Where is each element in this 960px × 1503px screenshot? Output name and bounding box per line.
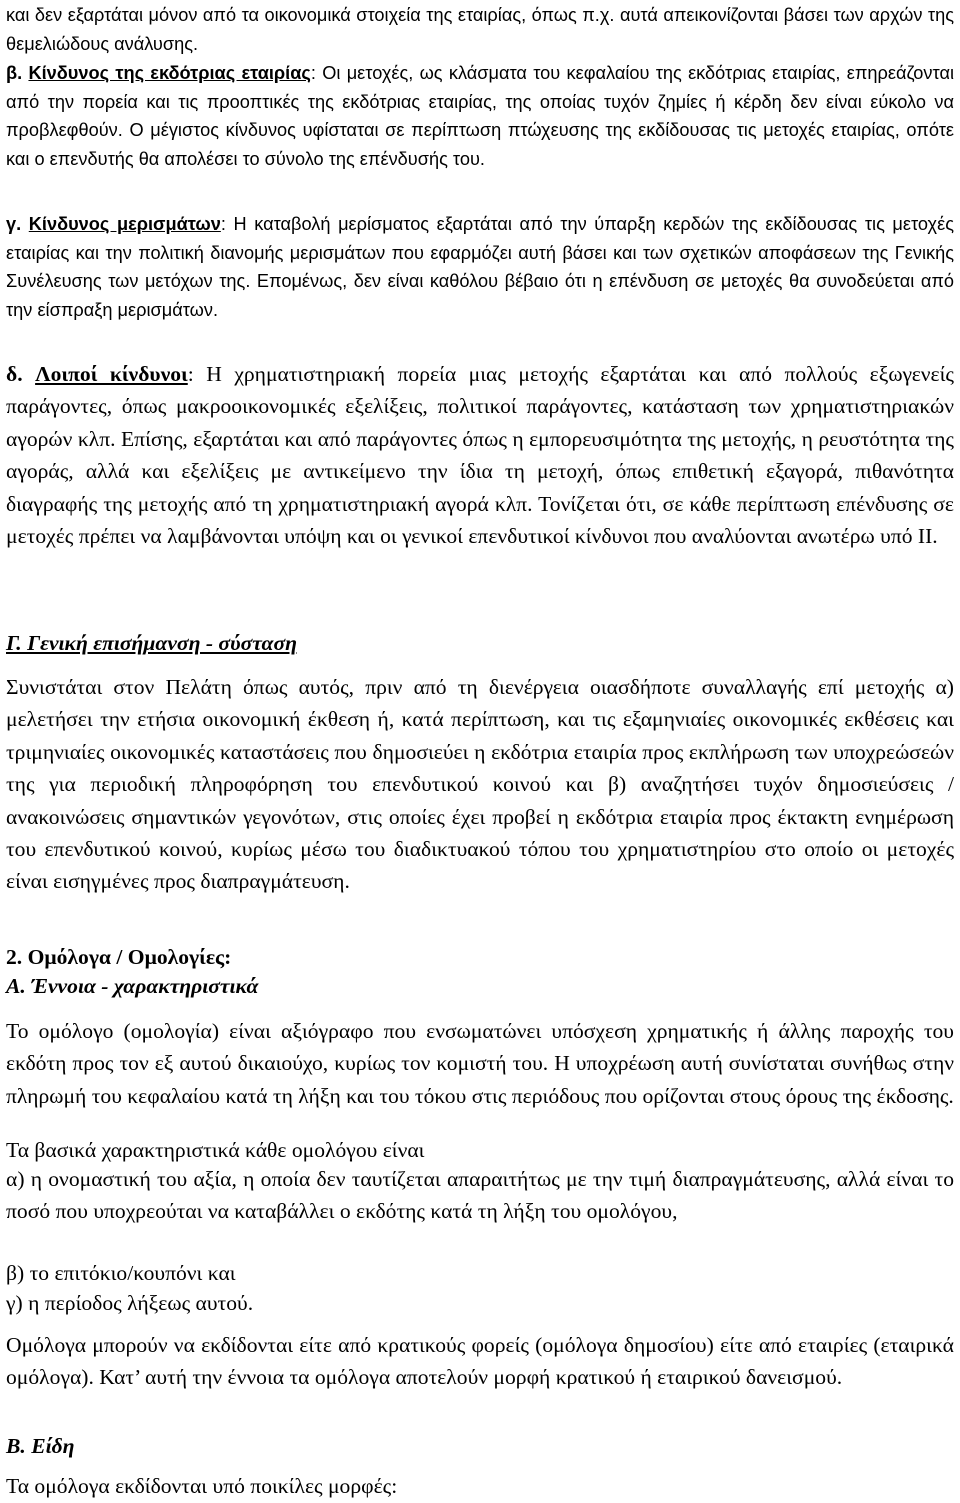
section-g-heading: Γ. Γενική επισήμανση - σύσταση <box>6 631 297 655</box>
risk-d-text: : Η χρηματιστηριακή πορεία μιας μετοχής εξαρτάται και από πολλούς εξωγενείς παράγοντες, όπως μακροοικονομικές εξελίξεις, πολιτικοί παράγοντες, κατάσταση των χρηματιστηριακών αγορών κλπ. Επίσης, εξαρτάται και από παράγοντες όπως η εμπορευσιμότητα της μετοχής, η ρευστότητα της αγοράς, αλλά και εξελίξεις με αντικείμενο την ίδια τη μετοχή, όπως επιθετική εξαγορά, πιθανότητα διαγραφής της μετοχής από τη χρηματιστηριακή αγορά κλπ. Τονίζεται ότι, σε κάθε περίπτωση επένδυσης σε μετοχές πρέπει να λαμβάνονται υπόψη και οι γενικοί επενδυτικοί κίνδυνοι που αναλύονται ανωτέρω υπό ΙΙ. <box>6 362 954 549</box>
risk-c-text: : Η καταβολή μερίσματος εξαρτάται από την ύπαρξη κερδών της εκδίδουσας τις μετοχές εταιρίας και την πολιτική διανομής μερισμάτων που εφαρμόζει αυτή βάσει και των σχετικών αποφάσεων της Γενικής Συνέλευσης των μετόχων της. Επομένως, δεν είναι καθόλου βέβαιο ότι η επένδυση σε μετοχές θα συνοδεύεται από την είσπραξη μερισμάτων. <box>6 214 954 321</box>
feature-a: α) η ονομαστική του αξία, η οποία δεν ταυτίζεται απαραιτήτως με την τιμή διαπραγμάτευσης, αλλά είναι το ποσό που υποχρεούται να καταβάλλει ο εκδότης κατά τη λήξη του ομολόγου, <box>6 1167 954 1224</box>
features-intro: Τα βασικά χαρακτηριστικά κάθε ομολόγου είναι <box>6 1138 425 1162</box>
risk-c-title: Κίνδυνος μερισμάτων <box>28 214 221 234</box>
section-2-heading: 2. Ομόλογα / Ομολογίες: <box>6 945 232 969</box>
risk-d-paragraph <box>6 358 954 552</box>
risk-c-paragraph <box>6 210 954 325</box>
intro-text: και δεν εξαρτάται μόνον από τα οικονομικά στοιχεία της εταιρίας, όπως π.χ. αυτά απεικονίζονται βάσει των αρχών της θεμελιώδους ανάλυσης. <box>6 5 954 54</box>
feature-b: β) το επιτόκιο/κουπόνι και <box>6 1261 236 1285</box>
risk-c-marker: γ. <box>6 214 22 234</box>
intro-paragraph <box>6 1 954 58</box>
risk-d-title: Λοιποί κίνδυνοι <box>35 362 188 386</box>
section-g-text: Συνιστάται στον Πελάτη όπως αυτός, πριν από τη διενέργεια οιασδήποτε συναλλαγής επί μετοχής α) μελετήσει την ετήσια οικονομική έκθεση ή, κατά περίπτωση, και τις εξαμηνιαίες οικονομικές εκθέσεις και τριμηνιαίες οικονομικές καταστάσεις που δημοσιεύει η εκδότρια εταιρία προς εκπλήρωση των υποχρεώσεών της για περιοδική πληροφόρηση του επενδυτικού κοινού και β) αναζητήσει τυχόν δημοσιεύσεις / ανακοινώσεις σημαντικών γεγονότων, στις οποίες έχει προβεί η εκδότρια εταιρία προς έκτακτη ενημέρωση του επενδυτικού κοινού, κυρίως μέσω του διαδικτυακού τόπου του χρηματιστηρίου στο οποίο οι μετοχές είναι εισηγμένες προς διαπραγμάτευση. <box>6 675 954 894</box>
section-2-para3: Τα ομόλογα εκδίδονται υπό ποικίλες μορφές: <box>6 1474 398 1498</box>
risk-b-paragraph <box>6 59 954 174</box>
feature-c: γ) η περίοδος λήξεως αυτού. <box>6 1291 254 1315</box>
risk-b-marker: β. <box>6 63 23 83</box>
risk-b-text: : Οι μετοχές, ως κλάσματα του κεφαλαίου της εκδότριας εταιρίας, επηρεάζονται από την πορεία και τις προοπτικές της εκδότριας εταιρίας, της οποίας τυχόν ζημίες ή κέρδη δεν είναι εύκολο να προβλεφθούν. Ο μέγιστος κίνδυνος υφίσταται σε περίπτωση πτώχευσης της εκδίδουσας τις μετοχές εταιρίας, οπότε και ο επενδυτής θα απολέσει το σύνολο της επένδυσής του. <box>6 63 954 170</box>
section-2-para2: Ομόλογα μπορούν να εκδίδονται είτε από κρατικούς φορείς (ομόλογα δημοσίου) είτε από εταιρίες (εταιρικά ομόλογα). Κατ’ αυτή την έννοια τα ομόλογα αποτελούν μορφή κρατικού ή εταιρικού δανεισμού. <box>6 1333 954 1390</box>
risk-d-marker: δ. <box>6 362 23 386</box>
section-2-subheading-a: Α. Έννοια - χαρακτηριστικά <box>6 974 259 998</box>
risk-b-title: Κίνδυνος της εκδότριας εταιρίας <box>28 63 311 83</box>
section-2-subheading-b: Β. Είδη <box>6 1434 75 1458</box>
section-2-para1: Το ομόλογο (ομολογία) είναι αξιόγραφο που ενσωματώνει υπόσχεση χρηματικής ή άλλης παροχής του εκδότη προς τον εξ αυτού δικαιούχο, κυρίως τον κομιστή του. Η υποχρέωση αυτή συνίσταται συνήθως στην πληρωμή του κεφαλαίου κατά τη λήξη και του τόκου στις περιόδους που ορίζονται στους όρους της έκδοσης. <box>6 1019 954 1108</box>
section-g-paragraph <box>6 671 954 898</box>
